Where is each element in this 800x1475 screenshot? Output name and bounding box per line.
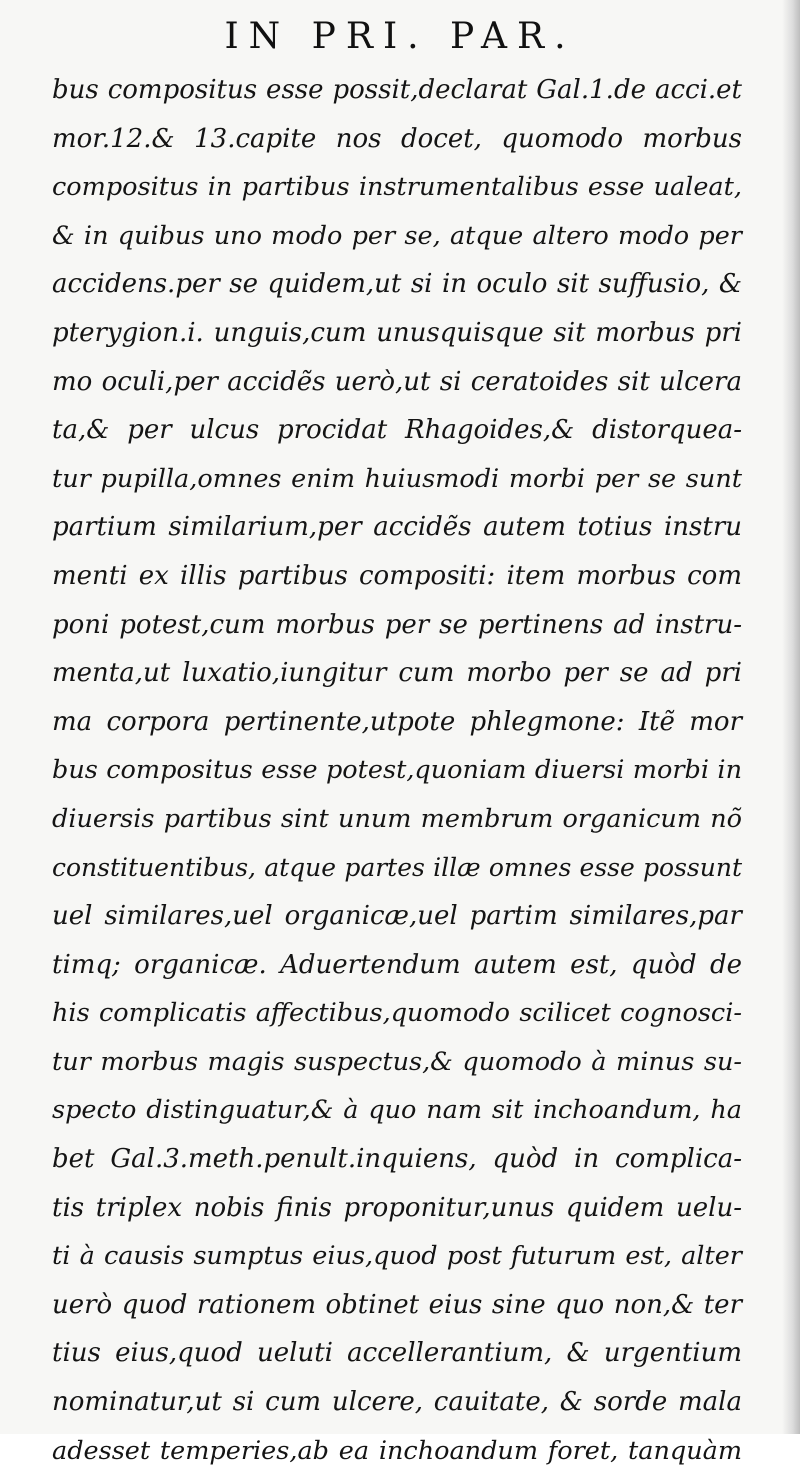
body-text xyxy=(52,66,742,1475)
text-line: partium similarium,per accidẽs autem totius instru xyxy=(52,512,742,543)
text-line: mo oculi,per accidẽs uerò,ut si ceratoides sit ulcera xyxy=(52,366,742,397)
text-line: bus compositus esse possit,declarat Gal.1.de acci.et xyxy=(52,75,742,105)
text-line: uerò quod rationem obtinet eius sine quo non,& ter xyxy=(52,1289,742,1320)
text-line: tur morbus magis suspectus,& quomodo à minus su- xyxy=(52,1046,742,1077)
text-line: accidens.per se quidem,ut si in oculo sit suffusio, & xyxy=(52,269,742,300)
text-line: bet Gal.3.meth.penult.inquiens, quòd in complica- xyxy=(52,1144,742,1175)
text-line: adesset temperies,ab ea inchoandum foret, tanquàm xyxy=(52,1435,742,1466)
text-line: menti ex illis partibus compositi: item morbus com xyxy=(52,560,742,591)
text-line: compositus in partibus instrumentalibus esse ualeat, xyxy=(52,172,742,203)
text-line: ta,& per ulcus procidat Rhagoides,& distorquea- xyxy=(52,415,742,446)
page-edge-shadow xyxy=(782,0,800,1434)
text-line: nominatur,ut si cum ulcere, cauitate, & sorde mala xyxy=(52,1387,742,1418)
text-line: tur pupilla,omnes enim huiusmodi morbi per se sunt xyxy=(52,463,742,494)
text-line: mor.12.& 13.capite nos docet, quomodo morbus xyxy=(52,123,742,154)
text-line: ma corpora pertinente,utpote phlegmone: Itẽ mor xyxy=(52,706,742,737)
running-head: IN PRI. PAR. xyxy=(224,16,576,57)
text-line: tis triplex nobis finis proponitur,unus quidem uelu- xyxy=(52,1192,742,1223)
text-line: his complicatis affectibus,quomodo scilicet cognosci- xyxy=(52,998,742,1029)
text-line: diuersis partibus sint unum membrum organicum nõ xyxy=(52,803,742,834)
text-line: timq; organicæ. Aduertendum autem est, quòd de xyxy=(52,949,742,980)
text-line: constituentibus, atque partes illæ omnes esse possunt xyxy=(52,852,742,882)
text-line: menta,ut luxatio,iungitur cum morbo per se ad pri xyxy=(52,658,742,689)
text-line: poni potest,cum morbus per se pertinens ad instru- xyxy=(52,609,742,640)
text-line: & in quibus uno modo per se, atque altero modo per xyxy=(52,220,742,251)
text-line: bus compositus esse potest,quoniam diuersi morbi in xyxy=(52,755,742,786)
text-line: ti à causis sumptus eius,quod post futurum est, alter xyxy=(52,1241,742,1272)
text-line: uel similares,uel organicæ,uel partim similares,par xyxy=(52,901,742,932)
text-line: specto distinguatur,& à quo nam sit inchoandum, ha xyxy=(52,1095,742,1126)
text-line: pterygion.i. unguis,cum unusquisque sit morbus pri xyxy=(52,317,742,348)
text-line: tius eius,quod ueluti accellerantium, & urgentium xyxy=(52,1338,742,1369)
